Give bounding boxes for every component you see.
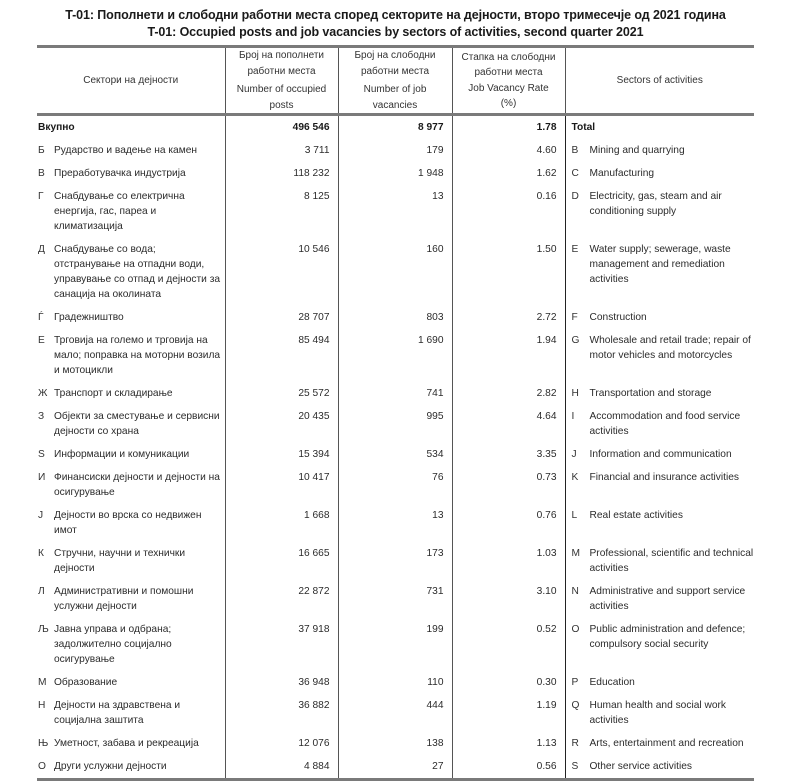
table-row [37, 542, 754, 580]
job-vacancies-value: 1 948 [338, 162, 452, 185]
table-row [37, 162, 754, 185]
sector-code-en: F [571, 312, 578, 323]
sector-mk-cell [37, 185, 225, 238]
sector-code-en: M [571, 548, 580, 559]
sector-mk-cell [37, 162, 225, 185]
table-title-en: T-01: Occupied posts and job vacancies by sectors of activities, second quarter 2021 [147, 25, 644, 39]
job-vacancies-value: 444 [338, 694, 452, 732]
job-vacancy-rate-value: 0.16 [536, 191, 557, 202]
sector-name-mk: Градежништво [54, 312, 124, 323]
table-row [37, 618, 754, 671]
sector-name-en: Information and communication [589, 449, 732, 460]
sector-name-en: Accommodation and food service activities [589, 411, 741, 437]
sector-mk-cell [37, 618, 225, 671]
sector-code-en: D [571, 191, 579, 202]
job-vacancies-value: 138 [338, 732, 452, 755]
sector-name-en: Professional, scientific and technical activities [589, 548, 754, 574]
occupied-posts-value: 10 546 [225, 238, 338, 306]
job-vacancy-rate-value: 0.52 [536, 624, 557, 635]
job-vacancy-rate-value: 0.73 [536, 472, 557, 483]
sector-mk-cell [37, 694, 225, 732]
table-row [37, 694, 754, 732]
sector-name-en: Education [589, 677, 635, 688]
job-vacancies-value: 110 [338, 671, 452, 694]
sector-en-cell [565, 185, 754, 238]
sector-code-mk: К [38, 548, 44, 559]
occupied-posts-value: 22 872 [225, 580, 338, 618]
sector-code-en: O [571, 624, 580, 635]
job-vacancy-rate-value: 3.35 [536, 449, 557, 460]
job-vacancies-value: 173 [338, 542, 452, 580]
occupied-posts-value: 15 394 [225, 443, 338, 466]
sector-name-en: Electricity, gas, steam and air conditioning supply [589, 191, 722, 217]
job-vacancy-rate-value: 1.94 [536, 335, 557, 346]
job-vacancies-value: 199 [338, 618, 452, 671]
sector-mk-cell [37, 306, 225, 329]
sector-mk-cell [37, 405, 225, 443]
sector-name-en: Human health and social work activities [589, 700, 726, 726]
sector-code-mk: О [38, 761, 46, 772]
sector-en-cell [565, 139, 754, 162]
sector-code-en: H [571, 388, 579, 399]
table-row [37, 504, 754, 542]
sector-mk-cell [37, 542, 225, 580]
sector-en-cell [565, 329, 754, 382]
sector-mk-cell [37, 382, 225, 405]
occupied-posts-value: 36 948 [225, 671, 338, 694]
sector-name-en: Financial and insurance activities [589, 472, 739, 483]
sector-en-cell [565, 405, 754, 443]
table-row [37, 382, 754, 405]
sector-mk-cell [37, 671, 225, 694]
job-vacancies-value: 1 690 [338, 329, 452, 382]
total-occupied: 496 546 [225, 115, 338, 140]
sector-code-en: K [571, 472, 579, 483]
header-row [37, 47, 754, 115]
table-row [37, 671, 754, 694]
job-vacancies-value: 179 [338, 139, 452, 162]
sector-name-en: Administrative and support service activities [589, 586, 746, 612]
table-row [37, 443, 754, 466]
sector-name-en: Water supply; sewerage, waste management and remediation activities [589, 244, 731, 285]
header-vacancies-mk: Број на слободни работни места [354, 50, 436, 77]
job-vacancies-value: 13 [338, 504, 452, 542]
sector-name-mk: Дејности во врска со недвижен имот [54, 510, 202, 536]
sector-code-en: B [571, 145, 579, 156]
job-vacancy-rate-value: 3.10 [536, 586, 557, 597]
sector-en-cell [565, 443, 754, 466]
sector-code-mk: З [38, 411, 45, 422]
sector-en-cell [565, 580, 754, 618]
total-label-en: Total [565, 115, 754, 140]
header-occupied-en: Number of occupied posts [236, 84, 327, 111]
sector-code-mk: Ж [38, 388, 48, 399]
occupied-posts-value: 4 884 [225, 755, 338, 780]
sector-name-mk: Образование [54, 677, 118, 688]
occupied-posts-value: 25 572 [225, 382, 338, 405]
job-vacancies-value: 995 [338, 405, 452, 443]
occupied-posts-value: 28 707 [225, 306, 338, 329]
job-vacancies-value: 13 [338, 185, 452, 238]
table-row [37, 238, 754, 306]
table-row [37, 466, 754, 504]
job-vacancies-value: 731 [338, 580, 452, 618]
job-vacancies-value: 27 [338, 755, 452, 780]
table-row [37, 185, 754, 238]
occupied-posts-value: 8 125 [225, 185, 338, 238]
sector-name-mk: Преработувачка индустрија [54, 168, 186, 179]
sector-name-en: Wholesale and retail trade; repair of motor vehicles and motorcycles [589, 335, 751, 361]
occupied-posts-value: 85 494 [225, 329, 338, 382]
job-vacancies-value: 160 [338, 238, 452, 306]
occupied-posts-value: 36 882 [225, 694, 338, 732]
sector-en-cell [565, 542, 754, 580]
sector-code-en: C [571, 168, 579, 179]
occupied-posts-value: 12 076 [225, 732, 338, 755]
sector-name-en: Other service activities [589, 761, 692, 772]
sector-name-mk: Јавна управа и одбрана; задолжително социјално осигурување [54, 624, 172, 665]
header-rate-en: Job Vacancy Rate [468, 82, 549, 94]
occupied-posts-value: 10 417 [225, 466, 338, 504]
job-vacancy-rate-value: 2.82 [536, 388, 557, 399]
job-vacancy-rate-value: 4.64 [536, 411, 557, 422]
occupied-posts-vacancies-table [37, 45, 754, 781]
sector-mk-cell [37, 466, 225, 504]
job-vacancy-rate-value: 1.19 [536, 700, 557, 711]
sector-name-en: Manufacturing [589, 168, 655, 179]
job-vacancy-rate-value: 0.56 [452, 755, 565, 780]
total-row [37, 115, 754, 140]
job-vacancies-value: 741 [338, 382, 452, 405]
table-row [37, 306, 754, 329]
sector-code-mk: Ѓ [38, 312, 44, 323]
sector-code-mk: Г [38, 191, 44, 202]
occupied-posts-value: 1 668 [225, 504, 338, 542]
sector-en-cell [565, 162, 754, 185]
sector-code-en: E [571, 244, 579, 255]
sector-name-mk: Дејности на здравствена и социјална заштита [54, 700, 181, 726]
table-row [37, 732, 754, 755]
header-rate [452, 47, 565, 115]
sector-code-mk: В [38, 168, 45, 179]
sector-name-en: Real estate activities [589, 510, 683, 521]
sector-code-mk: Љ [38, 624, 49, 635]
sector-code-mk: Л [38, 586, 45, 597]
header-rate-mk: Стапка на слободни работни места [461, 51, 556, 78]
job-vacancy-rate-value: 1.50 [536, 244, 557, 255]
sector-name-mk: Рударство и вадење на камен [54, 145, 198, 156]
sector-mk-cell [37, 755, 225, 780]
sector-en-cell [565, 755, 754, 780]
sector-name-mk: Стручни, научни и технички дејности [54, 548, 186, 574]
sector-code-en: N [571, 586, 579, 597]
sector-name-en: Mining and quarrying [589, 145, 685, 156]
sector-code-mk: И [38, 472, 46, 483]
sector-code-en: J [571, 449, 577, 460]
sector-en-cell [565, 382, 754, 405]
sector-code-en: I [571, 411, 575, 422]
header-occupied-mk: Број на пополнети работни места [238, 50, 325, 77]
table-title-mk: T-01: Пополнети и слободни работни места според секторите на дејности, второ тримесечје од 2021 година [65, 8, 726, 22]
total-vacancies: 8 977 [338, 115, 452, 140]
job-vacancies-value: 534 [338, 443, 452, 466]
sector-code-mk: Ј [38, 510, 44, 521]
job-vacancy-rate-value: 0.76 [536, 510, 557, 521]
sector-name-mk: Снабдување со вода; отстранување на отпадни води, управување со отпад и дејности за санација на околината [54, 244, 221, 300]
sector-name-en: Public administration and defence; compulsory social security [589, 624, 746, 650]
occupied-posts-value: 118 232 [225, 162, 338, 185]
sector-code-en: Q [571, 700, 580, 711]
sector-code-mk: Ѕ [38, 449, 45, 460]
job-vacancies-value: 76 [338, 466, 452, 504]
table-row [37, 329, 754, 382]
sector-mk-cell [37, 732, 225, 755]
sector-en-cell [565, 238, 754, 306]
header-sectors-mk-label: Сектори на дејности [83, 74, 179, 86]
job-vacancies-value: 803 [338, 306, 452, 329]
header-rate-unit: (%) [500, 98, 517, 109]
sector-name-en: Arts, entertainment and recreation [589, 738, 744, 749]
job-vacancy-rate-value: 2.72 [536, 312, 557, 323]
sector-name-mk: Други услужни дејности [54, 761, 167, 772]
table-row [37, 580, 754, 618]
job-vacancy-rate-value: 1.13 [536, 738, 557, 749]
sector-mk-cell [37, 139, 225, 162]
sector-en-cell [565, 732, 754, 755]
occupied-posts-value: 20 435 [225, 405, 338, 443]
sector-name-mk: Снабдување со електрична енергија, гас, пареа и климатизација [54, 191, 185, 232]
sector-code-mk: Б [38, 145, 45, 156]
header-vacancies [338, 47, 452, 115]
occupied-posts-value: 37 918 [225, 618, 338, 671]
occupied-posts-value: 16 665 [225, 542, 338, 580]
job-vacancy-rate-value: 4.60 [536, 145, 557, 156]
table-row [37, 139, 754, 162]
job-vacancy-rate-value: 1.03 [536, 548, 557, 559]
sector-name-mk: Административни и помошни услужни дејности [54, 586, 194, 612]
job-vacancy-rate-value: 0.30 [536, 677, 557, 688]
sector-name-mk: Финансиски дејности и дејности на осигурување [54, 472, 220, 498]
job-vacancy-rate-value: 1.62 [536, 168, 557, 179]
sector-name-mk: Информации и комуникации [54, 449, 190, 460]
sector-mk-cell [37, 329, 225, 382]
sector-code-en: P [571, 677, 579, 688]
sector-code-mk: Н [38, 700, 46, 711]
header-sectors-en [565, 47, 754, 115]
header-sectors-mk [37, 47, 225, 115]
sector-code-en: S [571, 761, 579, 772]
sector-name-en: Construction [589, 312, 647, 323]
occupied-posts-value: 3 711 [225, 139, 338, 162]
sector-name-mk: Уметност, забава и рекреација [54, 738, 199, 749]
sector-mk-cell [37, 504, 225, 542]
header-vacancies-en: Number of job vacancies [363, 84, 427, 111]
sector-en-cell [565, 671, 754, 694]
sector-code-en: L [571, 510, 578, 521]
sector-code-en: G [571, 335, 580, 346]
sector-en-cell [565, 306, 754, 329]
total-label-mk: Вкупно [37, 115, 225, 140]
sector-en-cell [565, 618, 754, 671]
total-rate: 1.78 [536, 122, 557, 133]
sector-code-mk: Њ [38, 738, 49, 749]
header-occupied [225, 47, 338, 115]
sector-mk-cell [37, 443, 225, 466]
sector-code-mk: Е [38, 335, 45, 346]
table-row [37, 755, 754, 780]
sector-name-en: Transportation and storage [589, 388, 712, 399]
header-sectors-en-label: Sectors of activities [616, 74, 703, 86]
table-row [37, 405, 754, 443]
sector-name-mk: Транспорт и складирање [54, 388, 173, 399]
sector-en-cell [565, 466, 754, 504]
sector-en-cell [565, 694, 754, 732]
sector-mk-cell [37, 580, 225, 618]
sector-code-mk: М [38, 677, 47, 688]
sector-code-en: R [571, 738, 579, 749]
sector-mk-cell [37, 238, 225, 306]
sector-name-mk: Трговија на големо и трговија на мало; поправка на моторни возила и мотоцикли [54, 335, 221, 376]
sector-en-cell [565, 504, 754, 542]
sector-code-mk: Д [38, 244, 45, 255]
sector-name-mk: Објекти за сместување и сервисни дејности со храна [54, 411, 220, 437]
